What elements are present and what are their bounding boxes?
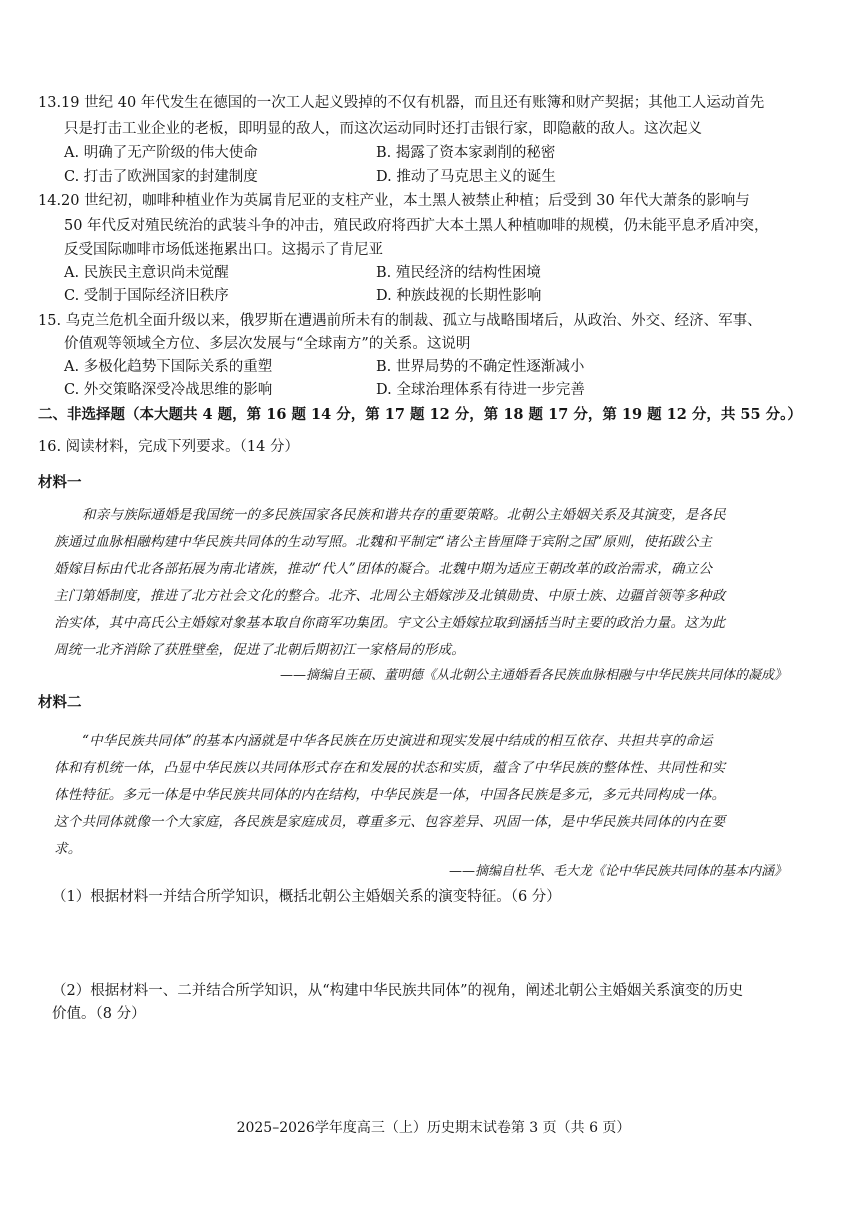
q14-option-a: A. 民族民主意识尚未觉醒 [64, 265, 229, 281]
material-1-line: 和亲与族际通婚是我国统一的多民族国家各民族和谐共存的重要策略。北朝公主婚姻关系及其演变，是各民 [82, 507, 726, 523]
q15-option-b: B. 世界局势的不确定性逐渐减小 [376, 359, 585, 375]
q13-stem-line-1: 13.19 世纪 40 年代发生在德国的一次工人起义毁掉的不仅有机器，而且还有账簿和财产契据；其他工人运动首先 [38, 95, 765, 111]
q15-option-d: D. 全球治理体系有待进一步完善 [376, 382, 585, 398]
material-1-line: 治实体，其中高氏公主婚嫁对象基本取自你商军功集团。宇文公主婚嫁拉取到涵括当时主要的政治力量。这为此 [54, 615, 726, 631]
q14-stem-line-3: 反受国际咖啡市场低迷拖累出口。这揭示了肯尼亚 [64, 242, 383, 258]
q13-option-d: D. 推动了马克思主义的诞生 [376, 169, 556, 185]
q15-stem-line-2: 价值观等领域全方位、多层次发展与“全球南方”的关系。这说明 [64, 336, 471, 352]
section-2-heading: 二、非选择题（本大题共 4 题，第 16 题 14 分，第 17 题 12 分，第 18 题 17 分，第 19 题 12 分，共 55 分。） [38, 406, 802, 423]
q16-intro: 16. 阅读材料，完成下列要求。（14 分） [38, 439, 299, 455]
material-1-title: 材料一 [38, 474, 82, 491]
material-1-source: ——摘编自王硕、董明德《从北朝公主通婚看各民族血脉相融与中华民族共同体的凝成》 [279, 668, 787, 683]
material-2-source: ——摘编自杜华、毛大龙《论中华民族共同体的基本内涵》 [448, 864, 787, 879]
q16-subquestion-2-line-1: （2）根据材料一、二并结合所学知识，从“构建中华民族共同体”的视角，阐述北朝公主婚姻关系演变的历史 [52, 983, 744, 999]
q16-subquestion-1: （1）根据材料一并结合所学知识，概括北朝公主婚姻关系的演变特征。（6 分） [52, 889, 561, 905]
q15-stem-line-1: 15. 乌克兰危机全面升级以来，俄罗斯在遭遇前所未有的制裁、孤立与战略围堵后，从政治、外交、经济、军事、 [38, 313, 762, 329]
material-1-line: 周统一北齐消除了获胜壁垒，促进了北朝后期初江一家格局的形成。 [54, 642, 465, 658]
material-2-line: “中华民族共同体”的基本内涵就是中华各民族在历史演进和现实发展中结成的相互依存、共担共享的命运 [82, 733, 713, 749]
material-2-title: 材料二 [38, 694, 82, 711]
q14-option-d: D. 种族歧视的长期性影响 [376, 288, 542, 304]
q14-stem-line-1: 14.20 世纪初，咖啡种植业作为英属肯尼亚的支柱产业，本土黑人被禁止种植；后受到 30 年代大萧条的影响与 [38, 193, 750, 209]
material-1-line: 主门第婚制度，推进了北方社会文化的整合。北齐、北周公主婚嫁涉及北镇勋贵、中原士族、边疆首领等多种政 [54, 588, 726, 604]
q14-option-c: C. 受制于国际经济旧秩序 [64, 288, 229, 304]
material-1-line: 族通过血脉相融构建中华民族共同体的生动写照。北魏和平制定“诸公主皆厘降于宾附之国”原则，使拓跋公主 [54, 534, 713, 550]
material-2-line: 体和有机统一体，凸显中华民族以共同体形式存在和发展的状态和实质，蕴含了中华民族的整体性、共同性和实 [54, 760, 726, 776]
q14-option-b: B. 殖民经济的结构性困境 [376, 265, 541, 281]
q13-stem-line-2: 只是打击工业企业的老板，即明显的敌人，而这次运动同时还打击银行家，即隐蔽的敌人。这次起义 [64, 121, 702, 137]
q13-option-c: C. 打击了欧洲国家的封建制度 [64, 169, 258, 185]
q14-stem-line-2: 50 年代反对殖民统治的武装斗争的冲击，殖民政府将西扩大本土黑人种植咖啡的规模，仍未能平息矛盾冲突， [64, 218, 769, 234]
q16-subquestion-2-line-2: 价值。（8 分） [52, 1006, 146, 1022]
material-2-line: 求。 [54, 841, 82, 857]
material-2-line: 这个共同体就像一个大家庭，各民族是家庭成员，尊重多元、包容差异、巩固一体，是中华民族共同体的内在要 [54, 814, 726, 830]
q15-option-a: A. 多极化趋势下国际关系的重塑 [64, 359, 273, 375]
page-footer: 2025–2026学年度高三（上）历史期末试卷第 3 页（共 6 页） [236, 1120, 631, 1136]
q13-option-b: B. 揭露了资本家剥削的秘密 [376, 145, 556, 161]
q13-option-a: A. 明确了无产阶级的伟大使命 [64, 145, 258, 161]
q15-option-c: C. 外交策略深受冷战思维的影响 [64, 382, 273, 398]
material-1-line: 婚嫁目标由代北各部拓展为南北诸族，推动“代人”团体的凝合。北魏中期为适应王朝改革的政治需求，确立公 [54, 561, 713, 577]
material-2-line: 体性特征。多元一体是中华民族共同体的内在结构，中华民族是一体，中国各民族是多元，多元共同构成一体。 [54, 787, 726, 803]
